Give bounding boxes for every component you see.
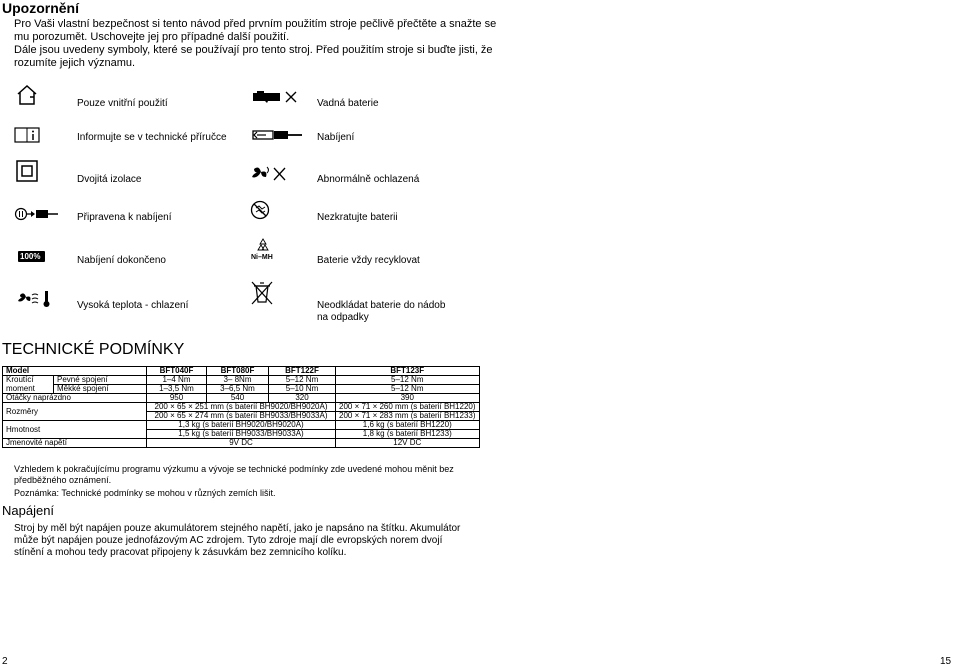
table-cell: 1,3 kg (s baterií BH9020/BH9020A) [147,421,336,430]
abnormal-cooling-icon [250,164,288,184]
symbol-label: Baterie vždy recyklovat [317,255,420,266]
power-line: stínění a mohou tedy pracovat připojeny k zásuvkám bez zemnicího kolíku. [14,547,347,558]
table-cell: 1–3,5 Nm [147,385,207,394]
symbol-label: Informujte se v technické příručce [77,132,227,143]
table-cell: 1–4 Nm [147,376,207,385]
table-cell: 5–12 Nm [336,376,480,385]
page-number-left: 2 [2,656,8,667]
faulty-battery-icon [252,90,298,104]
battery-100-badge: 100% [20,252,41,261]
power-line: může být napájen pouze jednofázovým AC zdrojem. Tyto zdroje mají dle evropských norem dvojí [14,535,443,546]
table-cell: 200 × 65 × 251 mm (s baterií BH9020/BH9020A) [147,403,336,412]
table-cell: 200 × 71 × 283 mm (s baterií BH1233) [336,412,480,421]
battery-100-icon [18,251,45,262]
table-cell: 5–12 Nm [336,385,480,394]
symbol-label: Abnormálně ochlazená [317,174,420,185]
specs-note-line: Vzhledem k pokračujícímu programu výzkumu a vývoje se technické podmínky zde uvedené mohou měnit bez [14,464,454,474]
table-cell: 5–10 Nm [269,385,336,394]
symbol-label: Nabíjení dokončeno [77,255,166,266]
table-cell: 540 [207,394,269,403]
table-cell: 200 × 71 × 260 mm (s baterií BH1220) [336,403,480,412]
symbol-label-line: na odpadky [317,312,369,323]
power-heading: Napájení [2,503,55,518]
model-column: BFT080F [207,367,269,376]
table-cell: 3– 8Nm [207,376,269,385]
house-icon [16,84,38,106]
row-label: Kroutící [3,376,54,385]
table-cell: 950 [147,394,207,403]
table-cell: 320 [269,394,336,403]
double-insulation-icon [16,160,38,182]
table-row [3,439,480,448]
ni-mh-label: Ni–MH [251,254,273,261]
table-cell: 3–6,5 Nm [207,385,269,394]
warning-line: mu porozumět. Uschovejte jej pro případné další použití. [14,31,290,43]
table-cell: 1,6 kg (s baterií BH1220) [336,421,480,430]
power-paragraph [14,523,460,559]
model-column: BFT040F [147,367,207,376]
row-label: Jmenovité napětí [3,439,147,448]
table-cell: 5–12 Nm [269,376,336,385]
model-column: BFT122F [269,367,336,376]
specs-note-2: Poznámka: Technické podmínky se mohou v různých zemích lišit. [14,488,276,498]
table-cell: 9V DC [147,439,336,448]
charging-icon [252,128,304,142]
specs-table [2,366,480,448]
high-temp-cooling-icon [16,289,54,309]
symbol-label [317,300,445,324]
row-sublabel: Pevné spojení [54,376,147,385]
row-label: Rozměry [3,403,147,421]
symbol-label: Dvojitá izolace [77,174,142,185]
table-cell: 1,5 kg (s baterií BH9033/BH9033A) [147,430,336,439]
table-cell: 12V DC [336,439,480,448]
model-header: Model [3,367,147,376]
warning-line: Pro Vaši vlastní bezpečnost si tento návod před prvním použitím stroje pečlivě přečtěte a snažte se [14,18,497,30]
warning-line: Dále jsou uvedeny symboly, které se používají pro tento stroj. Před použitím stroje si buďte jisti, že [14,44,493,56]
symbol-label: Pouze vnitřní použití [77,98,168,109]
table-cell: 1,8 kg (s baterií BH1233) [336,430,480,439]
specs-heading: TECHNICKÉ PODMÍNKY [2,341,185,358]
warning-heading: Upozornění [2,0,79,16]
symbol-label: Vadná baterie [317,98,379,109]
symbol-label: Nabíjení [317,132,355,143]
table-cell: 390 [336,394,480,403]
warning-line: rozumíte jejich významu. [14,57,136,69]
specs-note-line: předběžného oznámení. [14,475,112,485]
crossed-bin-icon [250,280,274,306]
row-label: Otáčky naprázdno [3,394,147,403]
row-sublabel: Měkké spojení [54,385,147,394]
symbol-label: Vysoká teplota - chlazení [77,300,189,311]
row-label: moment [3,385,54,394]
specs-note [14,464,454,486]
warning-paragraph-2 [14,44,493,70]
ready-to-charge-icon [14,206,62,222]
page-number-right: 15 [940,656,952,667]
no-short-circuit-icon [250,200,270,220]
model-column: BFT123F [336,367,480,376]
symbol-label-line: Neodkládat baterie do nádob [317,300,446,311]
row-label: Hmotnost [3,421,147,439]
symbol-label: Připravena k nabíjení [77,212,172,223]
table-cell: 200 × 65 × 274 mm (s baterií BH9033/BH9033A) [147,412,336,421]
power-line: Stroj by měl být napájen pouze akumulátorem stejného napětí, jako je napsáno na štítku. Akumulátor [14,523,461,534]
recycle-icon [256,238,270,252]
warning-paragraph-1 [14,18,496,44]
manual-info-icon [14,126,42,144]
symbol-label: Nezkratujte baterii [317,212,398,223]
